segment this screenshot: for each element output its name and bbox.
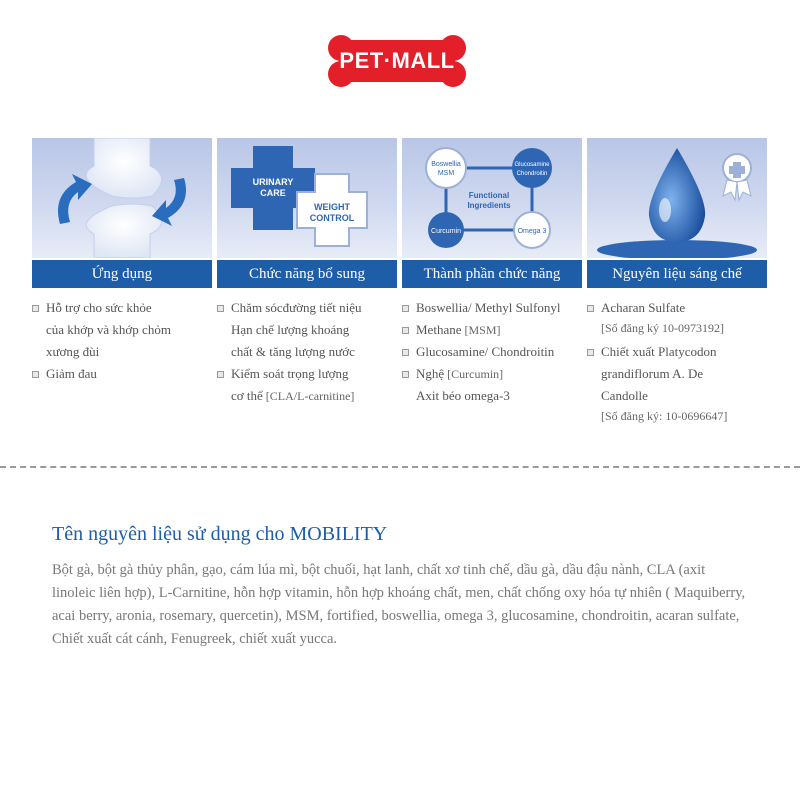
ingredients-body: Bột gà, bột gà thủy phân, gạo, cám lúa mì, bột chuối, hạt lanh, chất xơ tinh chế, dầu gà, dầu đậu nành, CLA (axit linoleic liên hợp), L-Carnitine, hỗn hợp vitamin, hỗn hợp khoáng chất, men, chất chống oxy hóa tự nhiên ( Maquiberry, acai berry, aronia, rosemary, quercetin), MSM, fortified, boswellia, omega 3, glucosamine, chondroitin, acaran sulfate, Chiết xuất cát cánh, Fenugreek, chiết xuất yucca. [52, 562, 746, 647]
urinary-line1: URINARY [252, 177, 294, 187]
diagram-tl2: MSM [437, 170, 455, 177]
list-item: [Số đăng ký: 10-0696647] [601, 409, 728, 423]
diagram-tr2: Chondroitin [516, 171, 548, 177]
water-drop-icon [587, 138, 767, 258]
dashed-divider [0, 466, 800, 468]
panel-label: Nguyên liệu sáng chế [587, 260, 767, 288]
list-item: cơ thể [CLA/L-carnitine] [231, 388, 355, 403]
list-item: Hạn chế lượng khoáng [231, 322, 350, 337]
joint-icon [32, 138, 212, 258]
bullet-square-icon [402, 327, 409, 334]
panel-label: Chức năng bổ sung [217, 260, 397, 288]
list-item: [Số đăng ký 10-0973192] [601, 321, 724, 335]
column-supplement [217, 297, 395, 407]
panel-supplement [217, 138, 397, 288]
logo-text: PET·MALL [339, 48, 455, 73]
urinary-line2: CARE [260, 188, 286, 198]
list-item: Chăm sócđường tiết niệu [217, 297, 395, 319]
list-item: Glucosamine/ Chondroitin [402, 341, 580, 363]
panel-application [32, 138, 212, 288]
list-item: Boswellia/ Methyl Sulfonyl [402, 297, 580, 319]
bullet-square-icon [402, 305, 409, 312]
weight-line1: WEIGHT [314, 202, 350, 212]
column-functional-ingredients [402, 297, 580, 407]
column-application [32, 297, 210, 385]
petmall-logo[interactable] [327, 32, 467, 90]
list-item: Methane [MSM] [402, 319, 580, 341]
bullet-square-icon [587, 305, 594, 312]
bullet-square-icon [587, 349, 594, 356]
list-item: Kiểm soát trọng lượng [217, 363, 395, 385]
list-item: Hỗ trợ cho sức khỏe [32, 297, 210, 319]
diagram-bl: Curcumin [431, 228, 461, 235]
diagram-br: Omega 3 [517, 228, 547, 235]
panel-label: Thành phần chức năng [402, 260, 582, 288]
list-item: chất & tăng lượng nước [231, 344, 355, 359]
list-item: Candolle [601, 388, 648, 403]
list-item: Nghệ [Curcumin] [402, 363, 580, 385]
cross-badges-icon [217, 138, 397, 258]
feature-panels [32, 138, 768, 288]
diagram-tl1: Boswellia [431, 161, 461, 168]
list-item: Giảm đau [32, 363, 210, 385]
bullet-square-icon [217, 371, 224, 378]
panel-label: Ứng dụng [32, 260, 212, 288]
diagram-tr1: Glucosamine [514, 162, 550, 168]
ingredients-title: Tên nguyên liệu sử dụng cho MOBILITY [52, 523, 388, 545]
weight-line2: CONTROL [309, 213, 355, 223]
list-item: Chiết xuất Platycodon [587, 341, 765, 363]
bullet-square-icon [402, 349, 409, 356]
diagram-center2: Ingredients [467, 201, 511, 210]
list-item: Acharan Sulfate [587, 297, 765, 319]
panel-functional-ingredients [402, 138, 582, 288]
diagram-center1: Functional [468, 191, 510, 200]
medal-icon [723, 154, 751, 200]
bullet-square-icon [32, 371, 39, 378]
list-item: của khớp và khớp chỏm [46, 322, 171, 337]
panel-patented-ingredients [587, 138, 767, 288]
bullet-square-icon [402, 371, 409, 378]
ingredient-diagram-icon [402, 138, 582, 258]
list-item: grandiflorum A. De [601, 366, 704, 381]
bullet-square-icon [217, 305, 224, 312]
list-item: xương đùi [46, 344, 100, 359]
column-patented-ingredients [587, 297, 765, 425]
list-item: Axit béo omega-3 [416, 388, 510, 403]
bullet-square-icon [32, 305, 39, 312]
